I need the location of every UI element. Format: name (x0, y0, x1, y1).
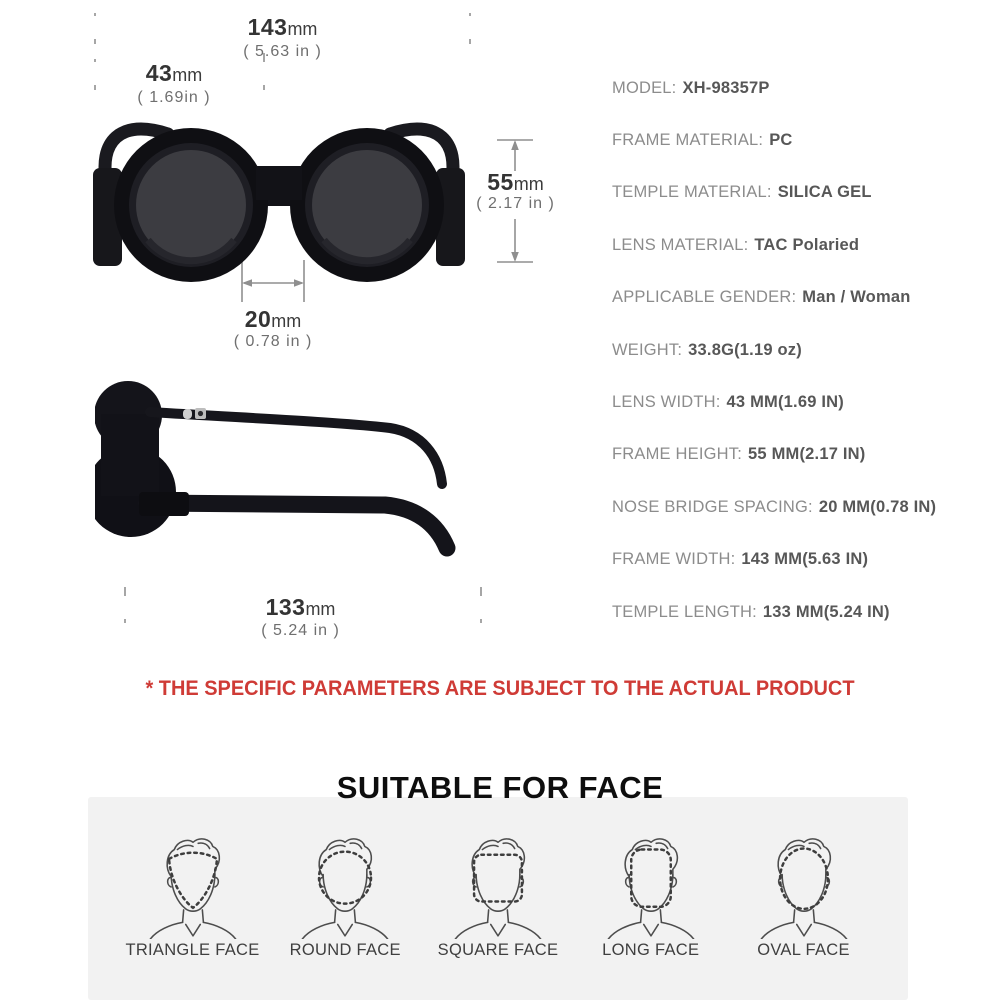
face-item-triangle (120, 835, 265, 960)
frame-width-value: 143mm (90, 16, 475, 39)
dimension-frame-height (458, 133, 573, 273)
face-label-oval: OVAL FACE (757, 941, 850, 959)
dimension-temple-length (113, 583, 488, 648)
temple-length-value: 133mm (113, 596, 488, 619)
face-label-square: SQUARE FACE (437, 941, 559, 959)
sunglasses-side-view-illustration (95, 372, 487, 577)
spec-row-temple-material: TEMPLE MATERIAL: SILICA GEL (612, 183, 872, 202)
spec-row-weight: WEIGHT: 33.8G(1.19 oz) (612, 340, 802, 359)
hinge-detail-icon (183, 409, 192, 419)
product-spec-list (612, 62, 936, 638)
lens-width-inches: ( 1.69in ) (78, 90, 270, 106)
face-shapes-row (88, 797, 908, 960)
spec-row-frame-width: FRAME WIDTH: 143 MM(5.63 IN) (612, 550, 869, 569)
face-item-long (578, 835, 723, 960)
spec-row-frame-height: FRAME HEIGHT: 55 MM(2.17 IN) (612, 445, 866, 464)
spec-row-lens-width: LENS WIDTH: 43 MM(1.69 IN) (612, 393, 844, 412)
spec-row-temple-length: TEMPLE LENGTH: 133 MM(5.24 IN) (612, 602, 890, 621)
spec-row-lens-material: LENS MATERIAL: TAC Polaried (612, 235, 860, 254)
face-shapes-panel (88, 797, 908, 1000)
frame-height-inches: ( 2.17 in ) (458, 196, 573, 212)
face-label-triangle: TRIANGLE FACE (125, 941, 260, 959)
spec-row-frame-material: FRAME MATERIAL: PC (612, 131, 793, 150)
temple-length-inches: ( 5.24 in ) (113, 623, 488, 639)
frame-height-value: 55mm (458, 171, 573, 194)
frame-width-inches: ( 5.63 in ) (90, 44, 475, 60)
long-face-icon (597, 835, 705, 939)
disclaimer-text: * THE SPECIFIC PARAMETERS ARE SUBJECT TO THE ACTUAL PRODUCT (145, 677, 855, 700)
lens-width-value: 43mm (78, 62, 270, 85)
round-face-icon (291, 835, 399, 939)
suitable-for-face-heading: SUITABLE FOR FACE (336, 770, 664, 805)
nose-bridge-value: 20mm (228, 308, 318, 331)
nose-bridge-inches: ( 0.78 in ) (228, 334, 318, 350)
spec-row-model: MODEL: XH-98357P (612, 78, 770, 97)
sunglasses-front-view-illustration (90, 106, 468, 306)
face-label-long: LONG FACE (602, 941, 700, 959)
dimension-lens-width (90, 53, 270, 113)
triangle-face-icon (139, 835, 247, 939)
face-item-square (426, 835, 571, 960)
face-item-oval (731, 835, 876, 960)
face-item-round (273, 835, 418, 960)
square-face-icon (444, 835, 552, 939)
spec-row-nose-bridge: NOSE BRIDGE SPACING: 20 MM(0.78 IN) (612, 497, 937, 516)
oval-face-icon (750, 835, 858, 939)
face-label-round: ROUND FACE (289, 941, 401, 959)
spec-row-gender: APPLICABLE GENDER: Man / Woman (612, 288, 911, 307)
